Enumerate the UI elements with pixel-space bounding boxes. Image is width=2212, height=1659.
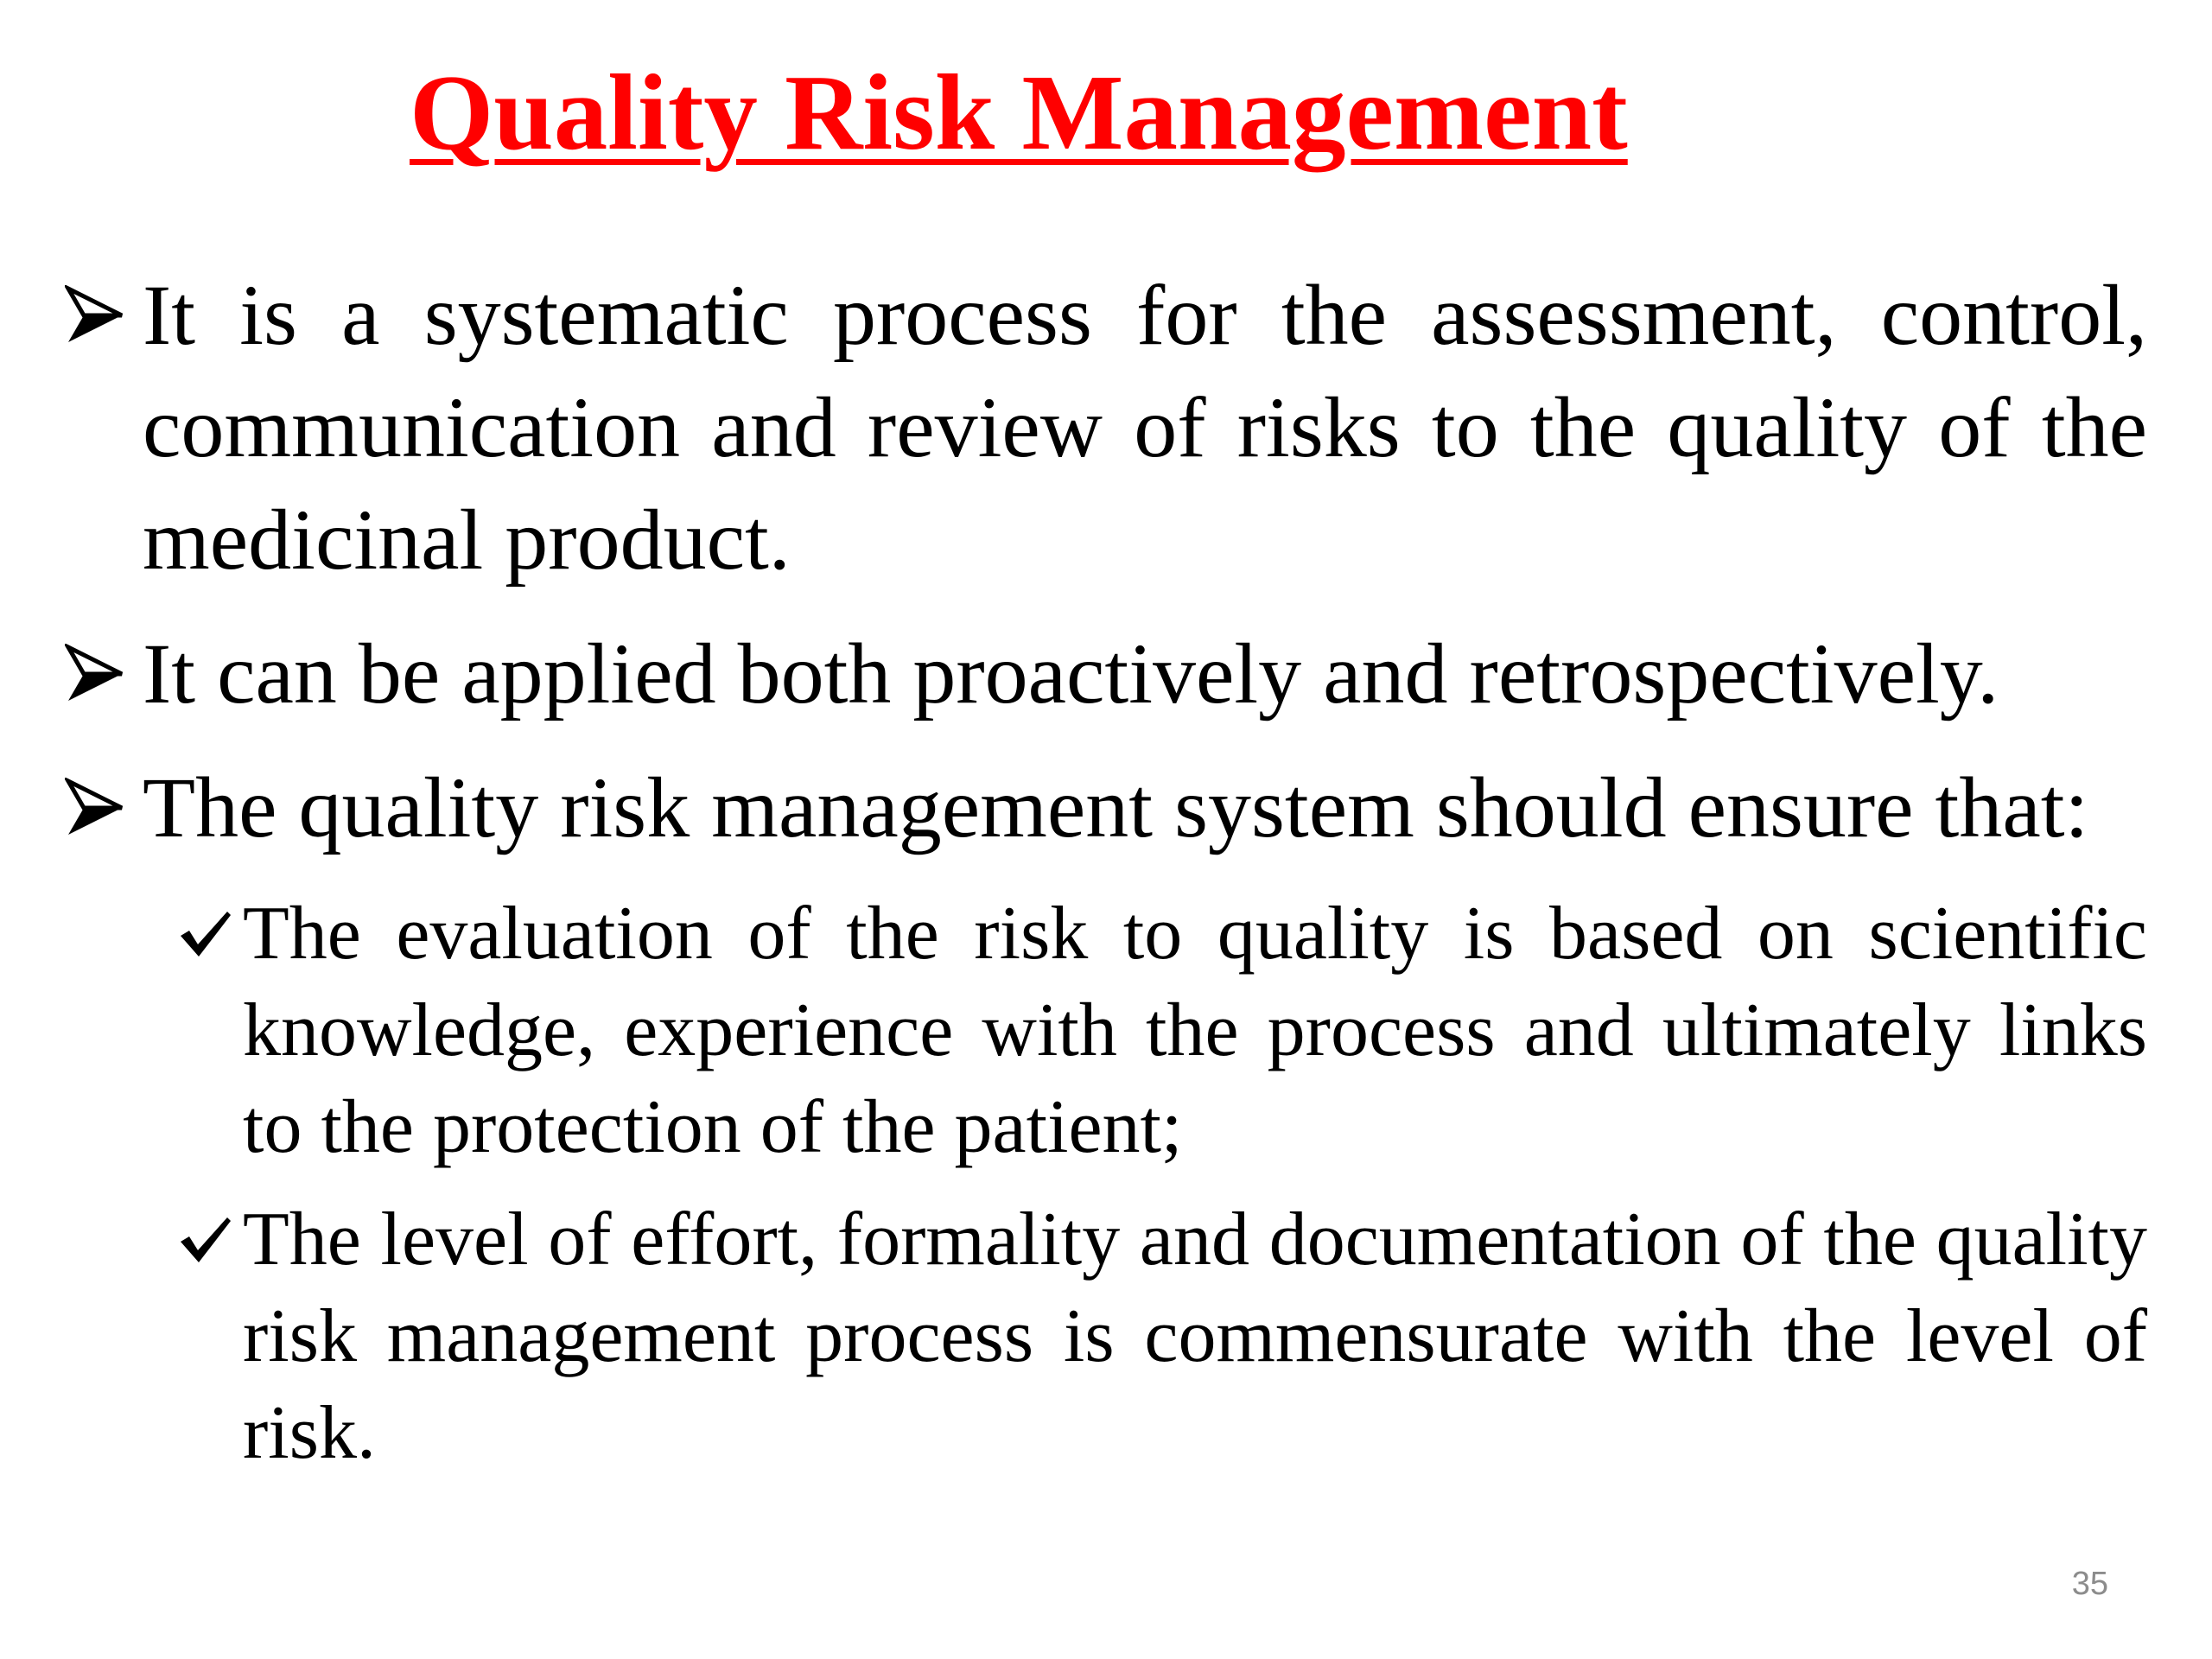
sub-bullet-text: The evaluation of the risk to quality is based on scientific knowledge, experience with the process and ultimately links to the protection of the patient;: [243, 892, 2147, 1169]
arrowhead-bullet-icon: [65, 778, 125, 838]
bullet-text: It can be applied both proactively and retrospectively.: [143, 626, 1999, 721]
slide-page-number: 35: [2071, 1566, 2108, 1602]
slide-content: [65, 259, 2147, 1497]
arrowhead-bullet-icon: [65, 285, 125, 346]
checkmark-bullet-icon: [177, 1214, 234, 1266]
sub-bullet-item: [177, 1192, 2147, 1482]
bullet-item: [65, 752, 2147, 864]
sub-bullet-text: The level of effort, formality and documentation of the quality risk management process is commensurate with the level of risk.: [243, 1198, 2147, 1475]
sub-bullet-item: [177, 886, 2147, 1176]
arrowhead-bullet-icon: [65, 644, 125, 704]
slide-title: Quality Risk Management: [410, 54, 1628, 173]
bullet-text: The quality risk management system should ensure that:: [143, 760, 2089, 855]
bullet-item: [65, 618, 2147, 730]
bullet-item: [65, 259, 2147, 596]
checkmark-bullet-icon: [177, 908, 234, 960]
bullet-text: It is a systematic process for the assessment, control, communication and review of risks to the quality of the medicinal product.: [143, 267, 2147, 588]
